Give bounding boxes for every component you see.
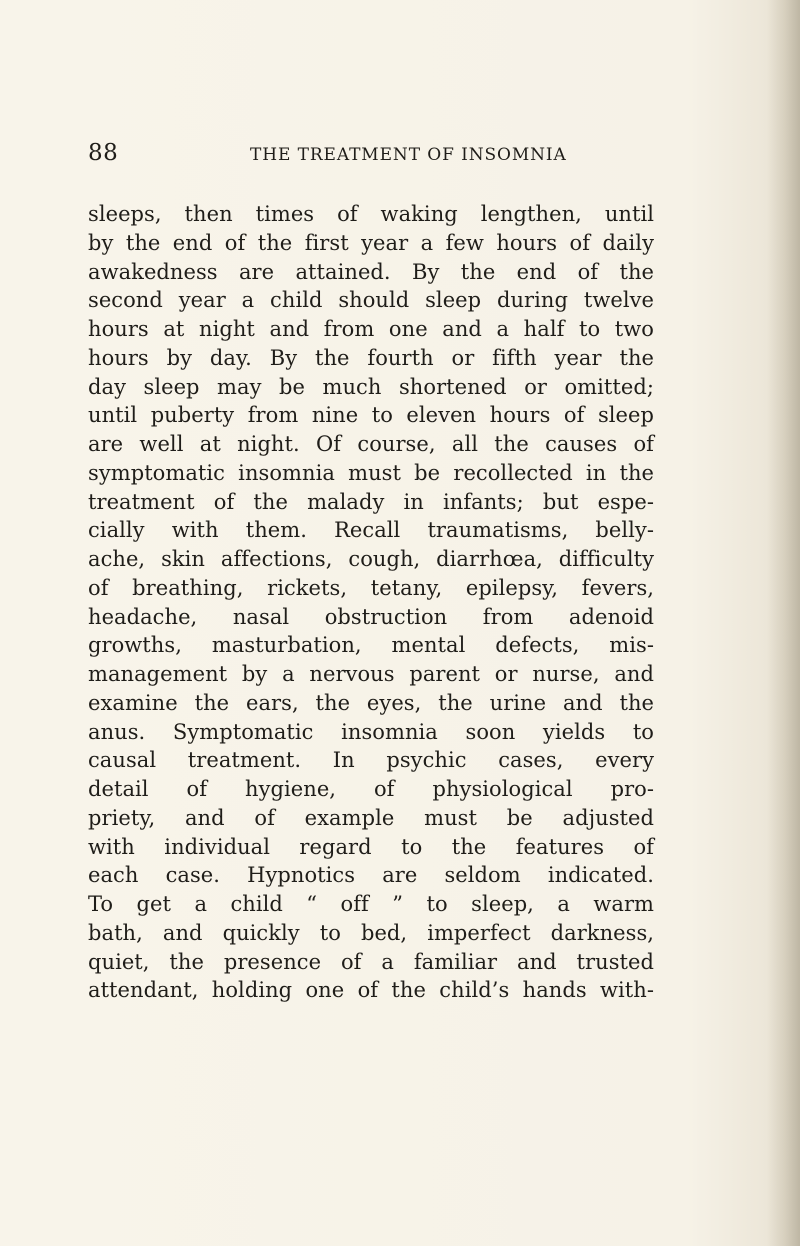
text-line: day sleep may be much shortened or omitted; (88, 374, 654, 399)
text-line: attendant, holding one of the child’s hands with- (88, 978, 654, 1003)
text-line: each case. Hypnotics are seldom indicated. (88, 863, 654, 888)
text-line: until puberty from nine to eleven hours of sleep (88, 403, 654, 428)
running-title: THE TREATMENT OF INSOMNIA (250, 145, 567, 165)
text-line: headache, nasal obstruction from adenoid (88, 604, 654, 629)
text-line: cially with them. Recall traumatisms, belly- (88, 518, 654, 543)
text-line: priety, and of example must be adjusted (88, 805, 654, 830)
page-number: 88 (88, 140, 119, 166)
text-line: examine the ears, the eyes, the urine and the (88, 690, 654, 715)
text-line: management by a nervous parent or nurse, and (88, 662, 654, 686)
text-line: with individual regard to the features of (88, 834, 654, 859)
text-line: hours by day. By the fourth or fifth year the (88, 345, 654, 370)
text-line: bath, and quickly to bed, imperfect darkness, (88, 920, 654, 945)
body-text (88, 200, 654, 1140)
text-line: anus. Symptomatic insomnia soon yields to (88, 719, 654, 744)
running-head (88, 140, 648, 180)
text-line: growths, masturbation, mental defects, mis- (88, 633, 654, 658)
page-edge-shadow (766, 0, 800, 1246)
text-line: of breathing, rickets, tetany, epilepsy, fevers, (88, 575, 654, 600)
text-line: awakedness are attained. By the end of the (88, 259, 654, 284)
text-line: second year a child should sleep during twelve (88, 288, 654, 313)
text-line: by the end of the first year a few hours of daily (88, 230, 654, 255)
text-line: treatment of the malady in infants; but espe- (88, 489, 654, 514)
text-line: are well at night. Of course, all the causes of (88, 432, 654, 456)
text-line: causal treatment. In psychic cases, every (88, 748, 654, 773)
text-line: detail of hygiene, of physiological pro- (88, 777, 654, 801)
text-line: hours at night and from one and a half to two (88, 317, 654, 341)
text-line: To get a child “ off ” to sleep, a warm (88, 892, 654, 916)
text-line: sleeps, then times of waking lengthen, until (88, 202, 654, 226)
text-line: quiet, the presence of a familiar and trusted (88, 949, 654, 974)
text-line: ache, skin affections, cough, diarrhœa, difficulty (88, 547, 654, 571)
text-line: symptomatic insomnia must be recollected in the (88, 460, 654, 485)
